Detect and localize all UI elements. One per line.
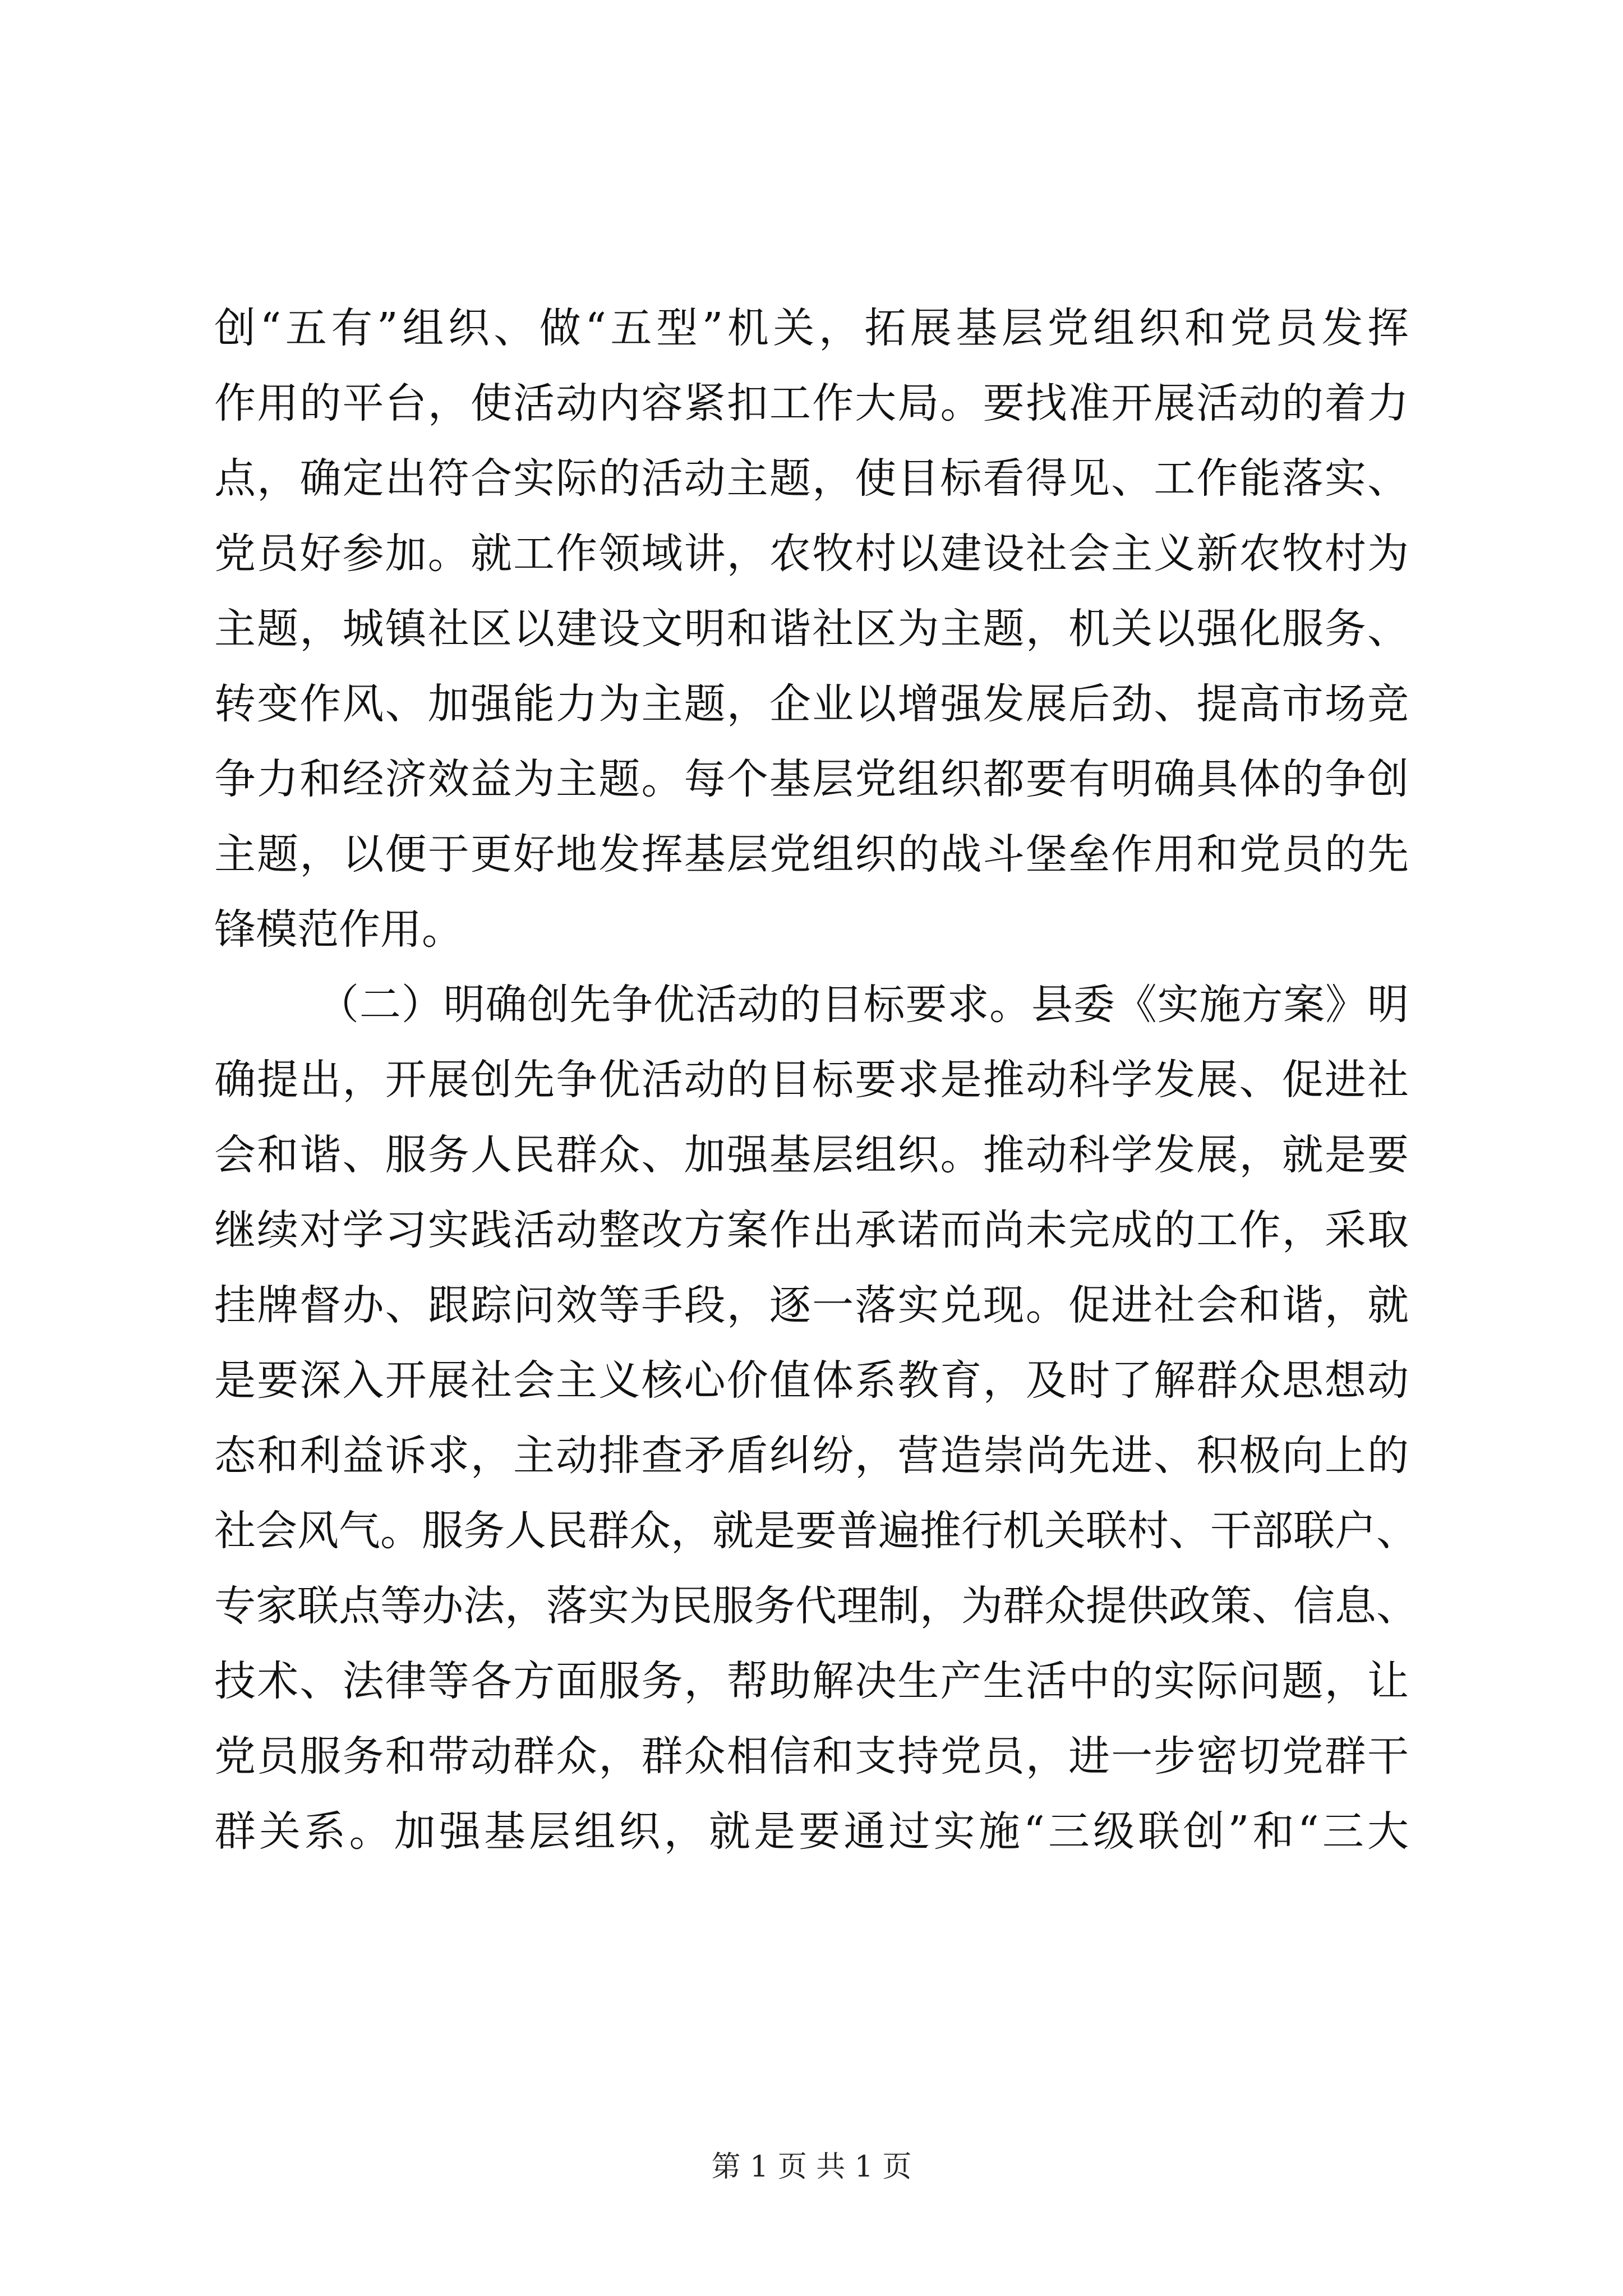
text-line: 点，确定出符合实际的活动主题，使目标看得见、工作能落实、 xyxy=(214,454,1409,503)
text-line: 争力和经济效益为主题。每个基层党组织都要有明确具体的争创 xyxy=(214,755,1409,803)
text-line: 挂牌督办、跟踪问效等手段，逐一落实兑现。促进社会和谐，就 xyxy=(214,1281,1409,1329)
text-line: 党员好参加。就工作领域讲，农牧村以建设社会主义新农牧村为 xyxy=(214,530,1409,578)
text-line: 专家联点等办法，落实为民服务代理制，为群众提供政策、信息、 xyxy=(214,1582,1418,1630)
text-line: 转变作风、加强能力为主题，企业以增强发展后劲、提高市场竞 xyxy=(214,680,1409,728)
text-line: 创“五有”组织、做“五型”机关，拓展基层党组织和党员发挥 xyxy=(214,304,1409,352)
document-body xyxy=(214,291,1418,1869)
text-line: 群关系。加强基层组织，就是要通过实施“三级联创”和“三大 xyxy=(214,1807,1409,1856)
text-line: 确提出，开展创先争优活动的目标要求是推动科学发展、促进社 xyxy=(214,1056,1409,1104)
text-line: 态和利益诉求，主动排查矛盾纠纷，营造崇尚先进、积极向上的 xyxy=(214,1432,1409,1480)
text-line: 党员服务和带动群众，群众相信和支持党员，进一步密切党群干 xyxy=(214,1732,1409,1780)
page-number-footer: 第 1 页 共 1 页 xyxy=(711,2150,912,2184)
text-line: 社会风气。服务人民群众，就是要普遍推行机关联村、干部联户、 xyxy=(214,1507,1418,1555)
text-line: 主题，以便于更好地发挥基层党组织的战斗堡垒作用和党员的先 xyxy=(214,830,1409,878)
text-line: 是要深入开展社会主义核心价值体系教育，及时了解群众思想动 xyxy=(214,1356,1409,1405)
text-line: 会和谐、服务人民群众、加强基层组织。推动科学发展，就是要 xyxy=(214,1131,1409,1179)
text-line: 锋模范作用。 xyxy=(214,905,463,954)
text-line: （二）明确创先争优活动的目标要求。县委《实施方案》明 xyxy=(317,981,1409,1029)
text-line: 继续对学习实践活动整改方案作出承诺而尚未完成的工作，采取 xyxy=(214,1206,1409,1254)
text-line: 技术、法律等各方面服务，帮助解决生产生活中的实际问题，让 xyxy=(214,1657,1409,1705)
text-line: 主题，城镇社区以建设文明和谐社区为主题，机关以强化服务、 xyxy=(214,605,1409,653)
text-line: 作用的平台，使活动内容紧扣工作大局。要找准开展活动的着力 xyxy=(214,379,1409,427)
